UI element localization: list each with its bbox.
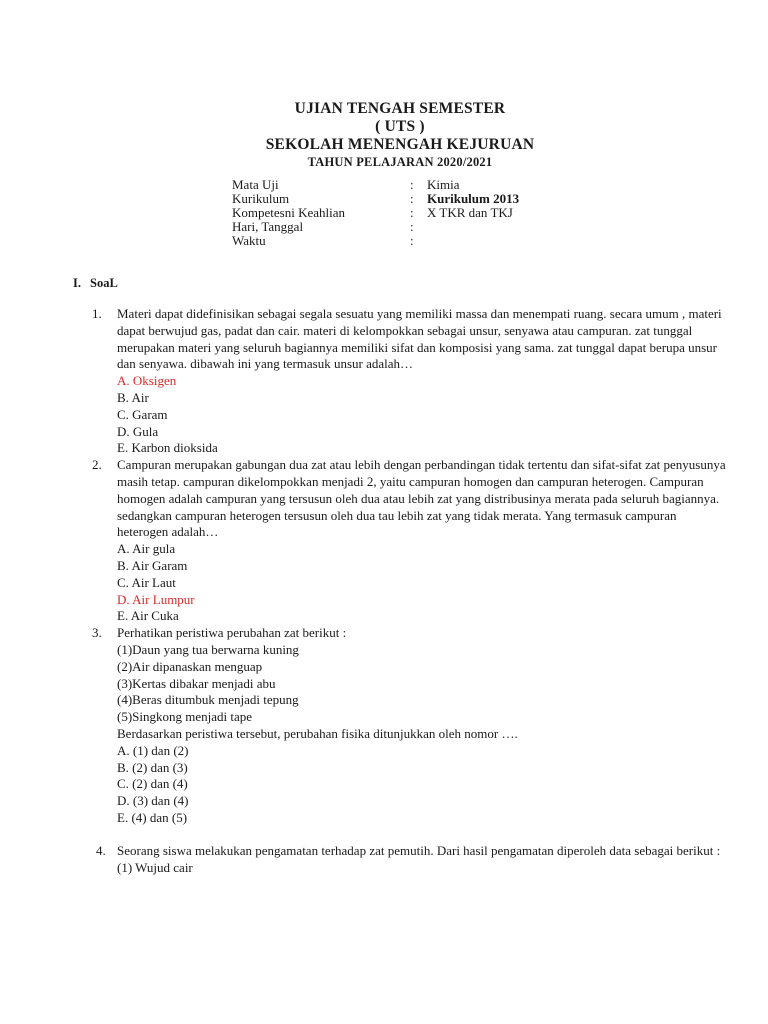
question-number: 1.	[92, 306, 102, 321]
info-value: Kimia	[427, 177, 460, 192]
question-statement: (4)Beras ditumbuk menjadi tepung	[117, 692, 299, 708]
answer-choice: B. (2) dan (3)	[117, 759, 188, 775]
question-statement: (3)Kertas dibakar menjadi abu	[117, 675, 276, 691]
answer-choice: C. (2) dan (4)	[117, 776, 188, 792]
answer-option: A. Oksigen	[117, 373, 177, 389]
info-colon: :	[410, 191, 414, 206]
question-number: 3.	[92, 625, 102, 641]
exam-header	[250, 100, 550, 170]
question-statement: (2)Air dipanaskan menguap	[117, 658, 263, 674]
section-title: SoaL	[90, 276, 118, 290]
info-colon: :	[410, 205, 414, 220]
info-row-competency	[232, 206, 562, 220]
question-text: Perhatikan peristiwa perubahan zat berikut :	[117, 625, 347, 641]
question-item	[0, 306, 729, 457]
school-name: SEKOLAH MENENGAH KEJURUAN	[265, 136, 535, 153]
info-value: X TKR dan TKJ	[427, 205, 513, 220]
section-heading	[73, 275, 118, 291]
question-number: 2.	[92, 457, 102, 473]
answer-choice: E. Karbon dioksida	[117, 440, 218, 456]
info-colon: :	[410, 219, 414, 234]
answer-choice: B. Air Garam	[117, 557, 188, 573]
info-label: Waktu	[232, 233, 266, 248]
question-text: Materi dapat didefinisikan sebagai segala sesuatu yang memiliki massa dan menempati ruang. secara umum , materi dapat berwujud gas, padat dan cair. materi di kelompokkan sebagai unsur, senyawa atau campuran. zat tunggal merupakan materi yang seluruh bagiannya memiliki sifat dan komposisi yang sama. zat tunggal dapat berupa unsur dan senyawa. dibawah ini yang termasuk unsur adalah…	[117, 306, 722, 372]
info-row-subject	[232, 178, 562, 192]
question-item	[0, 843, 729, 877]
question-number: 4.	[96, 842, 106, 858]
question-followup: Berdasarkan peristiwa tersebut, perubahan fisika ditunjukkan oleh nomor ….	[117, 725, 518, 741]
question-text: Seorang siswa melakukan pengamatan terhadap zat pemutih. Dari hasil pengamatan diperoleh data sebagai berikut :	[117, 842, 721, 858]
section-number: I.	[73, 276, 81, 290]
question-item	[0, 625, 729, 827]
info-row-date	[232, 220, 562, 234]
info-colon: :	[410, 233, 414, 248]
answer-choice: B. Air	[117, 389, 149, 405]
info-row-curriculum	[232, 192, 562, 206]
question-statement: (1)Daun yang tua berwarna kuning	[117, 641, 299, 657]
info-label: Kurikulum	[232, 191, 290, 206]
info-label: Mata Uji	[232, 177, 279, 192]
question-list	[0, 306, 768, 876]
exam-info-table	[232, 178, 562, 248]
answer-choice: A. Air gula	[117, 541, 176, 557]
info-colon: :	[410, 177, 414, 192]
info-value: Kurikulum 2013	[427, 191, 520, 206]
answer-choice: D. Gula	[117, 423, 159, 439]
answer-choice: C. Air Laut	[117, 574, 176, 590]
info-row-time	[232, 234, 562, 248]
exam-abbreviation: ( UTS )	[375, 118, 425, 135]
answer-choice: D. (3) dan (4)	[117, 793, 189, 809]
question-text: Campuran merupakan gabungan dua zat atau lebih dengan perbandingan tidak tertentu dan sifat-sifat zat penyusunya masih tetap. campuran dikelompokkan menjadi 2, yaitu campuran homogen dan campuran heterogen. Campuran homogen adalah campuran yang tersusun oleh dua atau lebih zat yang distribusinya merata pada seluruh bagiannya. sedangkan campuran heterogen tersusun oleh dua tau lebih zat yang tidak merata. Yang termasuk campuran heterogen adalah…	[117, 457, 726, 540]
question-statement: (1) Wujud cair	[117, 859, 193, 875]
answer-option: D. Air Lumpur	[117, 591, 195, 607]
question-statement: (5)Singkong menjadi tape	[117, 709, 253, 725]
academic-year: TAHUN PELAJARAN 2020/2021	[307, 155, 493, 169]
answer-choice: A. (1) dan (2)	[117, 742, 189, 758]
answer-choice: E. Air Cuka	[117, 608, 179, 624]
info-label: Kompetesni Keahlian	[232, 205, 345, 220]
answer-choice: E. (4) dan (5)	[117, 809, 188, 825]
question-item	[0, 457, 729, 625]
answer-choice: C. Garam	[117, 406, 168, 422]
exam-title: UJIAN TENGAH SEMESTER	[294, 100, 506, 117]
info-label: Hari, Tanggal	[232, 219, 304, 234]
